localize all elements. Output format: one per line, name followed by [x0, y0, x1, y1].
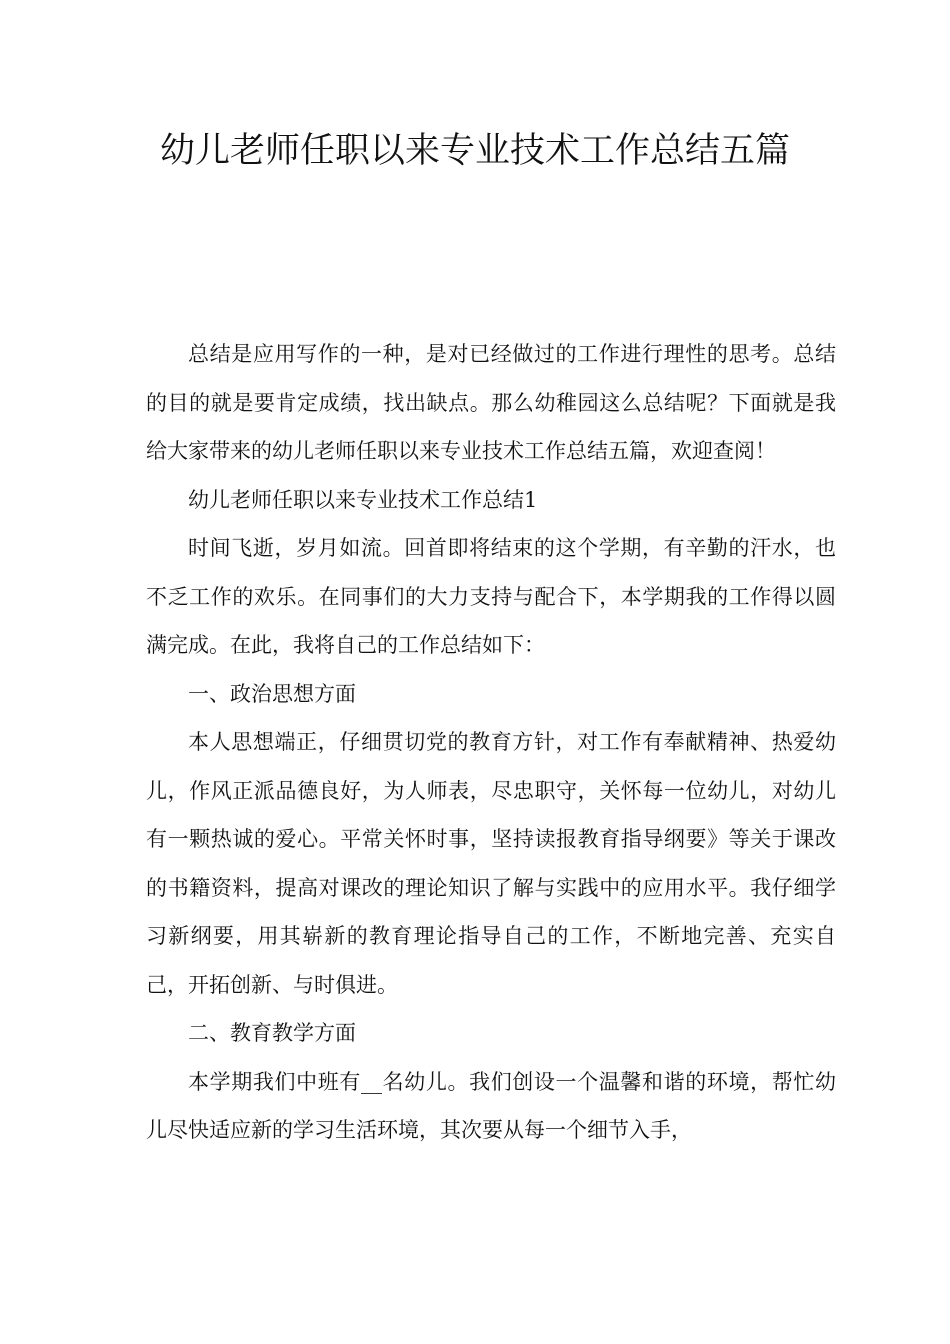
document-title: 幼儿老师任职以来专业技术工作总结五篇	[159, 131, 790, 171]
body-paragraph-opening: 时间飞逝，岁月如流。回首即将结束的这个学期，有辛勤的汗水，也不乏工作的欢乐。在同事们的大力支持与配合下，本学期我的工作得以圆满完成。在此，我将自己的工作总结如下：	[146, 536, 836, 657]
intro-paragraph: 总结是应用写作的一种，是对已经做过的工作进行理性的思考。总结的目的就是要肯定成绩，找出缺点。那么幼稚园这么总结呢？下面就是我给大家带来的幼儿老师任职以来专业技术工作总结五篇，欢迎查阅！	[146, 342, 836, 463]
body-paragraph-teaching: 本学期我们中班有__名幼儿。我们创设一个温馨和谐的环境，帮忙幼儿尽快适应新的学习生活环境，其次要从每一个细节入手，	[146, 1069, 836, 1142]
document-body	[146, 330, 836, 1155]
section-heading-teaching: 二、教育教学方面	[188, 1021, 356, 1045]
section-heading-politics: 一、政治思想方面	[188, 681, 356, 706]
section-heading-summary-1: 幼儿老师任职以来专业技术工作总结1	[188, 487, 538, 512]
body-paragraph-politics: 本人思想端正，仔细贯切党的教育方针，对工作有奉献精神、热爱幼儿，作风正派品德良好，为人师表，尽忠职守，关怀每一位幼儿，对幼儿有一颗热诚的爱心。平常关怀时事，坚持读报教育指导纲要》等关于课改的书籍资料，提高对课改的理论知识了解与实践中的应用水平。我仔细学习新纲要，用其崭新的教育理论指导自己的工作，不断地完善、充实自己，开拓创新、与时俱进。	[146, 730, 836, 997]
